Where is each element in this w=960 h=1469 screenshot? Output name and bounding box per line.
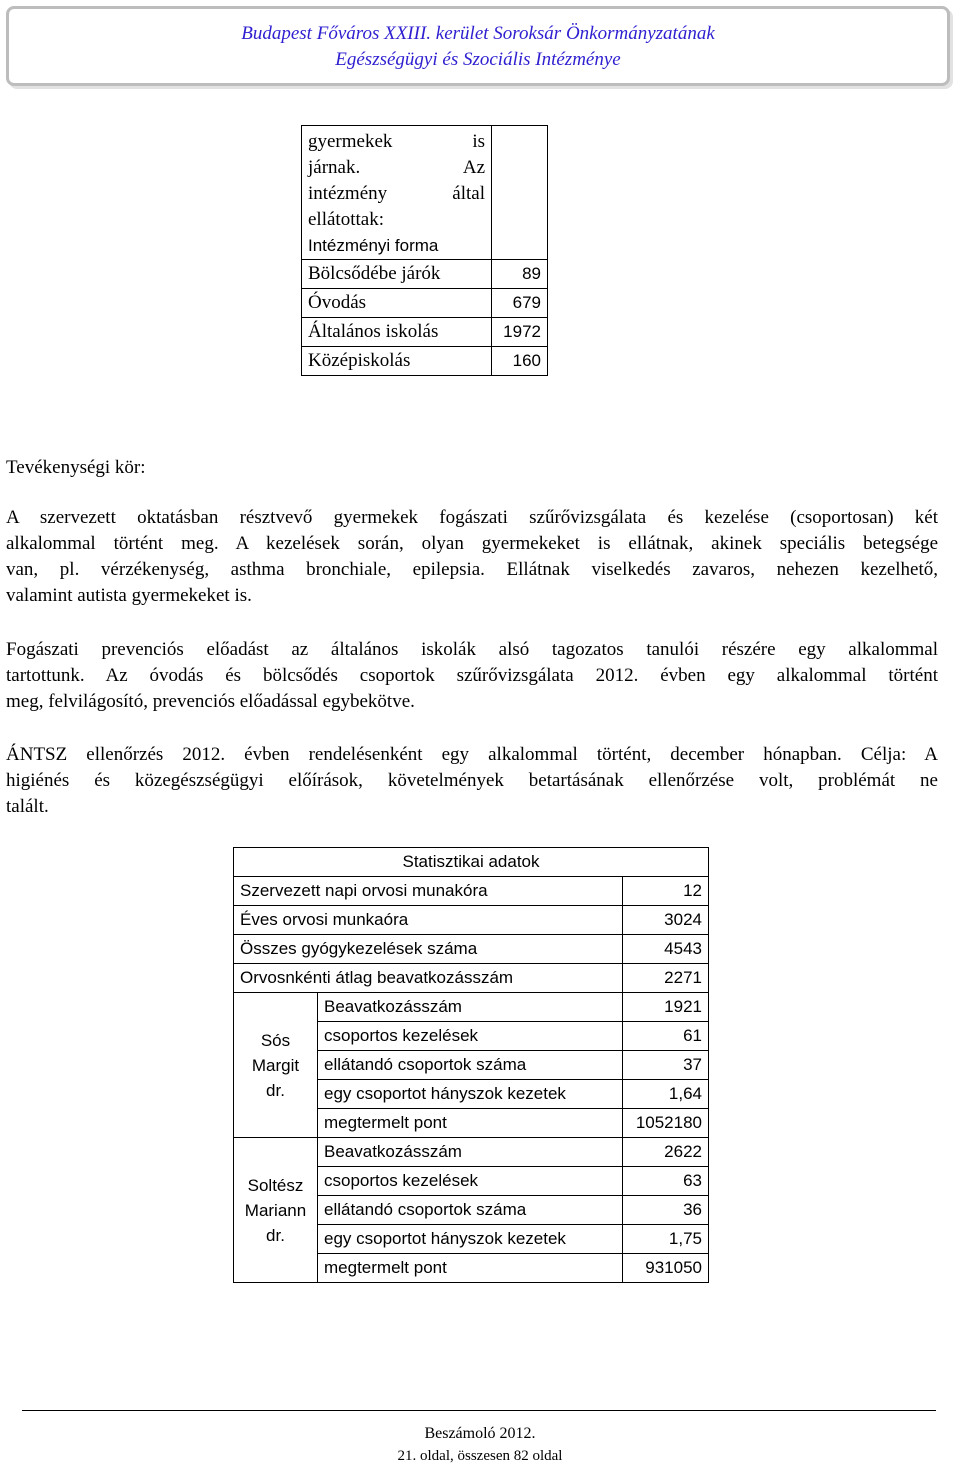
word: is bbox=[472, 131, 485, 152]
column-header: Intézményi forma bbox=[308, 236, 439, 255]
statistics-table bbox=[233, 847, 709, 1283]
table-empty-cell bbox=[492, 126, 548, 260]
word: járnak. bbox=[308, 157, 361, 178]
row-label: ellátandó csoportok száma bbox=[318, 1196, 623, 1225]
table-row bbox=[234, 993, 709, 1022]
doctor-name-line: dr. bbox=[266, 1080, 285, 1100]
row-label: Beavatkozásszám bbox=[318, 993, 623, 1022]
footer-divider bbox=[22, 1410, 936, 1411]
table-row bbox=[302, 289, 548, 318]
row-label: csoportos kezelések bbox=[318, 1022, 623, 1051]
row-value: 2622 bbox=[623, 1138, 709, 1167]
paragraph-line: A szervezett oktatásban résztvevő gyermekek fogászati szűrővizsgálata és kezelése (csoportosan) két bbox=[6, 507, 938, 528]
row-value: 160 bbox=[492, 347, 548, 376]
row-value: 37 bbox=[623, 1051, 709, 1080]
paragraph-line: van, pl. vérzékenység, asthma bronchiale, epilepsia. Ellátnak viselkedés zavaros, nehezen kezelhető, bbox=[6, 559, 938, 580]
row-label: Orvosnkénti átlag beavatkozásszám bbox=[234, 964, 623, 993]
paragraph-line: ÁNTSZ ellenőrzés 2012. évben rendelésenként egy alkalommal történt, december hónapban. Célja: A bbox=[6, 744, 938, 765]
paragraph-prevention bbox=[6, 637, 938, 715]
row-label: Összes gyógykezelések száma bbox=[234, 935, 623, 964]
paragraph-line: higiénés és közegészségügyi előírások, követelmények betartásának ellenőrzése volt, problémát ne bbox=[6, 770, 938, 791]
row-value: 1,64 bbox=[623, 1080, 709, 1109]
row-label: megtermelt pont bbox=[318, 1254, 623, 1283]
doctor-name-line: Mariann bbox=[244, 1200, 307, 1220]
page-header bbox=[6, 6, 950, 86]
table-top-cell bbox=[302, 126, 492, 260]
word: ellátottak: bbox=[308, 209, 384, 230]
table-row bbox=[234, 935, 709, 964]
table-row bbox=[302, 318, 548, 347]
paragraph-line: tartottunk. Az óvodás és bölcsődés csoportok szűrővizsgálata 2012. évben egy alkalommal történt bbox=[6, 665, 938, 686]
doctor-name-cell bbox=[234, 993, 318, 1138]
paragraph-line: alkalommal történt meg. A kezelések során, olyan gyermekeket is ellátnak, akinek speciális betegsége bbox=[6, 533, 938, 554]
word: gyermekek bbox=[308, 131, 393, 152]
row-value: 12 bbox=[623, 877, 709, 906]
row-value: 2271 bbox=[623, 964, 709, 993]
paragraph-inspection bbox=[6, 742, 938, 820]
text-line bbox=[308, 207, 485, 233]
table-row bbox=[234, 906, 709, 935]
table-row bbox=[234, 848, 709, 877]
word: Az bbox=[462, 157, 485, 178]
row-value: 679 bbox=[492, 289, 548, 318]
row-value: 36 bbox=[623, 1196, 709, 1225]
row-value: 1052180 bbox=[623, 1109, 709, 1138]
row-value: 4543 bbox=[623, 935, 709, 964]
row-label: csoportos kezelések bbox=[318, 1167, 623, 1196]
paragraph-line: valamint autista gyermekeket is. bbox=[6, 585, 252, 606]
row-value: 931050 bbox=[623, 1254, 709, 1283]
doctor-name-line: Sós bbox=[260, 1030, 291, 1050]
footer-report-title: Beszámoló 2012. bbox=[424, 1425, 536, 1442]
paragraph-line: Fogászati prevenciós előadást az általános iskolák alsó tagozatos tanulói részére egy alkalommal bbox=[6, 639, 938, 660]
doctor-name-cell bbox=[234, 1138, 318, 1283]
header-institution-line1: Budapest Főváros XXIII. kerület Soroksár Önkormányzatának bbox=[241, 23, 715, 44]
doctor-name-line: dr. bbox=[266, 1225, 285, 1245]
row-label: egy csoportot hányszok kezetek bbox=[318, 1080, 623, 1109]
word: intézmény bbox=[308, 183, 388, 204]
table-row bbox=[234, 1138, 709, 1167]
table-row bbox=[234, 877, 709, 906]
row-value: 63 bbox=[623, 1167, 709, 1196]
row-label: Szervezett napi orvosi munakóra bbox=[234, 877, 623, 906]
text-line bbox=[308, 181, 485, 207]
row-label: egy csoportot hányszok kezetek bbox=[318, 1225, 623, 1254]
row-label: megtermelt pont bbox=[318, 1109, 623, 1138]
row-label: Bölcsődébe járók bbox=[302, 260, 492, 289]
row-value: 89 bbox=[492, 260, 548, 289]
table-row bbox=[302, 347, 548, 376]
section-title: Tevékenységi kör: bbox=[6, 457, 146, 478]
row-label: Óvodás bbox=[302, 289, 492, 318]
text-line bbox=[308, 155, 485, 181]
institution-form-table bbox=[301, 125, 548, 376]
row-label: Éves orvosi munkaóra bbox=[234, 906, 623, 935]
row-value: 61 bbox=[623, 1022, 709, 1051]
table-row bbox=[302, 260, 548, 289]
table-row bbox=[302, 126, 548, 260]
row-label: Középiskolás bbox=[302, 347, 492, 376]
footer-page-number: 21. oldal, összesen 82 oldal bbox=[397, 1448, 563, 1464]
row-value: 1,75 bbox=[623, 1225, 709, 1254]
statistics-title: Statisztikai adatok bbox=[234, 848, 709, 877]
row-value: 1972 bbox=[492, 318, 548, 347]
doctor-name-line: Soltész bbox=[247, 1175, 304, 1195]
row-label: Általános iskolás bbox=[302, 318, 492, 347]
row-label: ellátandó csoportok száma bbox=[318, 1051, 623, 1080]
word: által bbox=[452, 183, 485, 204]
row-label: Beavatkozásszám bbox=[318, 1138, 623, 1167]
paragraph-line: talált. bbox=[6, 796, 49, 817]
row-value: 1921 bbox=[623, 993, 709, 1022]
paragraph-line: meg, felvilágosító, prevenciós előadással egybekötve. bbox=[6, 691, 415, 712]
row-value: 3024 bbox=[623, 906, 709, 935]
header-institution-line2: Egészségügyi és Szociális Intézménye bbox=[335, 49, 621, 70]
text-line bbox=[308, 129, 485, 155]
paragraph-activities bbox=[6, 505, 938, 609]
table-row bbox=[234, 964, 709, 993]
doctor-name-line: Margit bbox=[251, 1055, 300, 1075]
